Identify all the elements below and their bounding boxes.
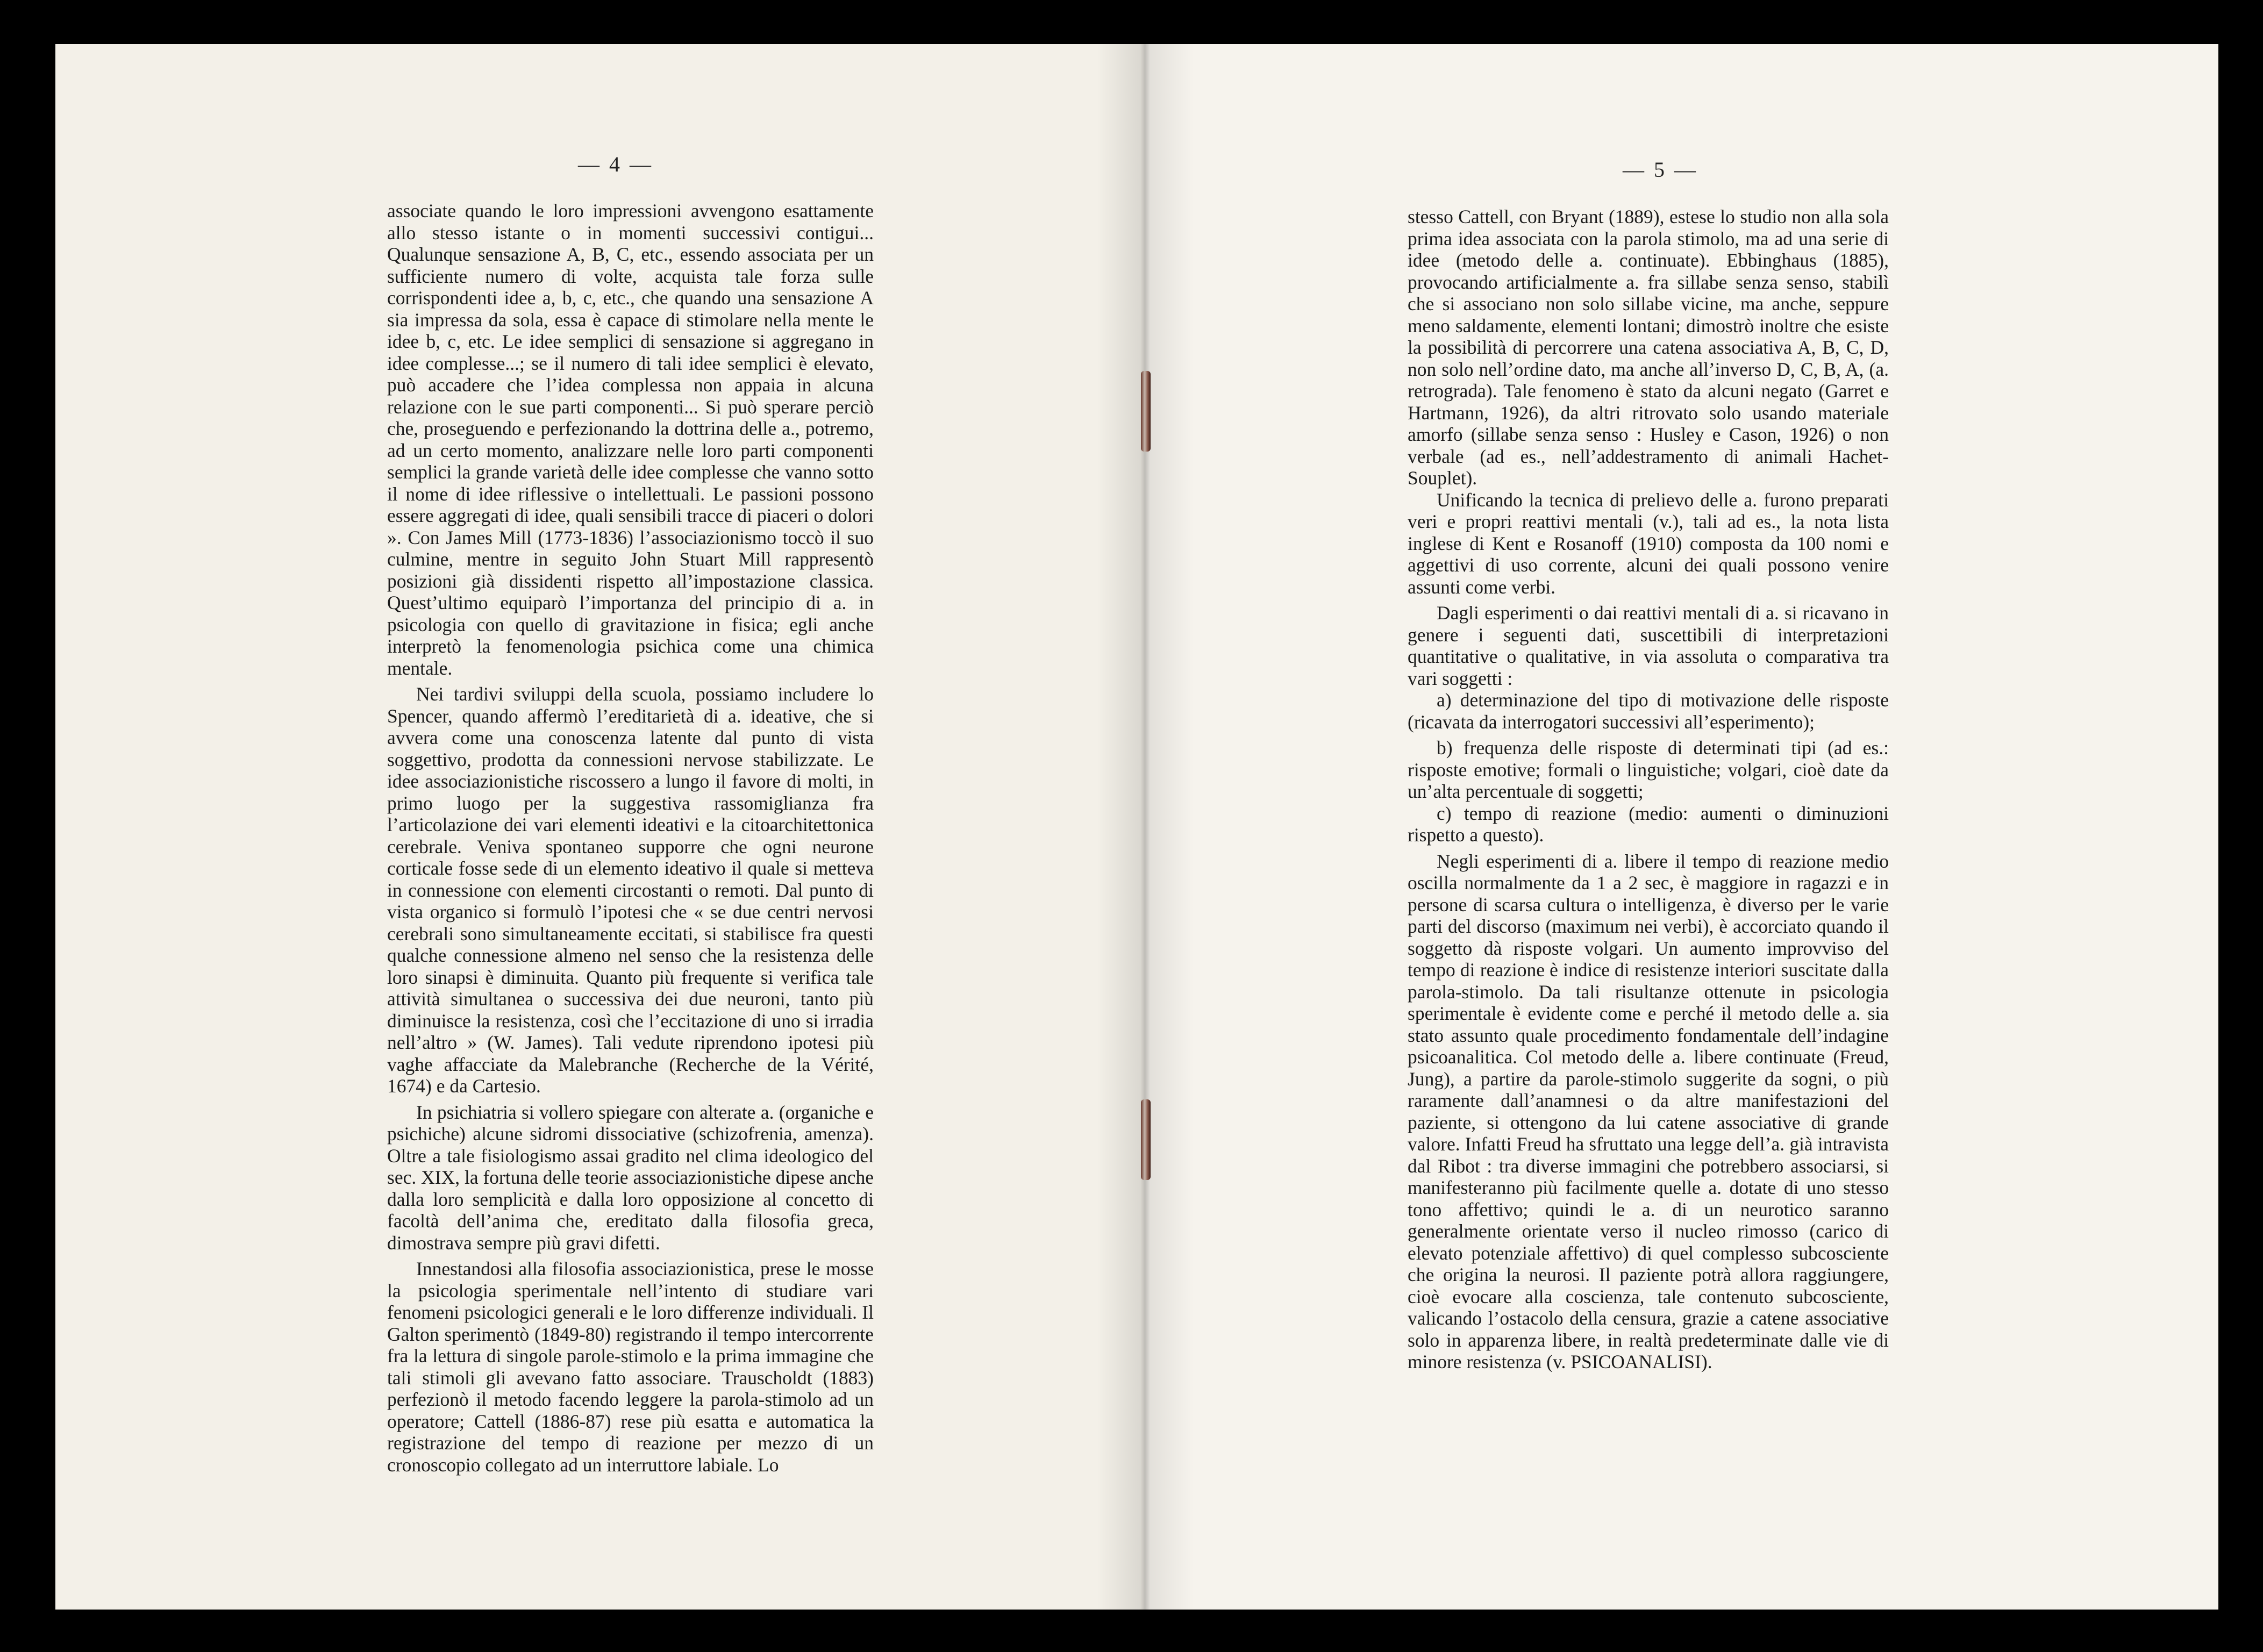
paragraph: associate quando le loro impressioni avvengono esattamente allo stesso istante o in momenti successivi contigui... Qualunque sensazione A, B, C, etc., essendo associata per un sufficiente numero di volte, acquista tale forza sulle corrispondenti idee a, b, c, etc., che quando una sensazione A sia impressa da sola, essa è capace di stimolare nella mente le idee b, c, etc. Le idee semplici di sensazione si aggregano in idee complesse...; se il numero di tali idee semplici è elevato, può accadere che l’idea complessa non appaia in alcuna relazione con le sue parti componenti... Si può sperare perciò che, proseguendo e perfezionando la dottrina delle a., potremo, ad un certo momento, analizzare nelle loro parti componenti semplici la grande varietà delle idee complesse che vanno sotto il nome di idee riflessive o intellettuali. Le passioni possono essere aggregati di idee, quali sensibili tracce di piaceri o dolori ». Con James Mill (1773-1836) l’associazionismo toccò il suo culmine, mentre in seguito John Stuart Mill rappresentò posizioni già dissidenti rispetto all’impostazione classica. Quest’ultimo equiparò l’importanza del principio di a. in psicologia con quello di gravitazione in fisica; egli anche interpretò la fenomenologia psichica come una chimica mentale.	[387, 200, 874, 679]
paragraph: Innestandosi alla filosofia associazionistica, prese le mosse la psicologia sperimentale nell’intento di studiare vari fenomeni psicologici generali e le loro differenze individuali. Il Galton sperimentò (1849-80) registrando il tempo intercorrente fra la lettura di singole parole-stimolo e la prima immagine che tali stimoli gli avevano fatto associare. Trauscholdt (1883) perfezionò il metodo facendo leggere la parola-stimolo ad un operatore; Cattell (1886-87) rese più esatta e automatica la registrazione del tempo di reazione per mezzo di un cronoscopio collegato ad un interruttore labiale. Lo	[387, 1258, 874, 1476]
staple-bottom	[1141, 1099, 1151, 1180]
paragraph: Unificando la tecnica di prelievo delle a. furono preparati veri e propri reattivi mentali (v.), tali ad es., la nota lista inglese di Kent e Rosanoff (1910) composta da 100 nomi e aggettivi di uso corrente, alcuni dei quali possono venire assunti come verbi.	[1408, 489, 1889, 598]
paragraph: Dagli esperimenti o dai reattivi mentali di a. si ricavano in genere i seguenti dati, suscettibili di interpretazioni quantitative o qualitative, in via assoluta o comparativa tra vari soggetti :	[1408, 602, 1889, 689]
paragraph: Nei tardivi sviluppi della scuola, possiamo includere lo Spencer, quando affermò l’ereditarietà di a. ideative, che si avvera come una conoscenza latente dal punto di vista soggettivo, prodotta da connessioni nervose stabilizzate. Le idee associazionistiche riscossero a lungo il favore di molti, in primo luogo per la suggestiva rassomiglianza fra l’articolazione dei vari elementi ideativi e la citoarchitettonica cerebrale. Veniva spontaneo supporre che ogni neurone corticale fosse sede di un elemento ideativo il quale si metteva in connessione con elementi circostanti o remoti. Dal punto di vista organico si formulò l’ipotesi che « se due centri nervosi cerebrali sono simultaneamente eccitati, si stabilisce fra questi qualche connessione almeno nel senso che la resistenza delle loro sinapsi è diminuita. Quanto più frequente si verifica tale attività simultanea o successiva dei due neuroni, tanto più diminuisce la resistenza, così che l’eccitazione di uno si irradia nell’altro » (W. James). Tali vedute riprendono ipotesi più vaghe affacciate da Malebranche (Recherche de la Vérité, 1674) e da Cartesio.	[387, 683, 874, 1097]
gutter-shadow	[1097, 44, 1194, 1610]
staple-top	[1141, 371, 1151, 452]
list-item: b) frequenza delle risposte di determinati tipi (ad es.: risposte emotive; formali o linguistiche; volgari, cioè date da un’alta percentuale di soggetti;	[1408, 737, 1889, 802]
paragraph: stesso Cattell, con Bryant (1889), estese lo studio non alla sola prima idea associata con la parola stimolo, ma ad una serie di idee (metodo delle a. continuate). Ebbinghaus (1885), provocando artificialmente a. fra sillabe senza senso, stabilì che si associano non solo sillabe vicine, ma anche, seppure meno saldamente, elementi lontani; dimostrò inoltre che esiste la possibilità di percorrere una catena associativa A, B, C, D, non solo nell’ordine dato, ma anche all’inverso D, C, B, A, (a. retrograda). Tale fenomeno è stato da alcuni negato (Garret e Hartmann, 1926), da altri ritrovato solo usando materiale amorfo (sillabe senza senso : Husley e Cason, 1926) o non verbale (ad es., nell’addestramento di animali Hachet-Souplet).	[1408, 206, 1889, 489]
paragraph: In psichiatria si vollero spiegare con alterate a. (organiche e psichiche) alcune sidromi dissociative (schizofrenia, amenza). Oltre a tale fisiologismo assai gradito nel clima ideologico del sec. XIX, la fortuna delle teorie associazionistiche dipese anche dalla loro semplicità e dalla loro opposizione al concetto di facoltà dell’anima che, ereditato dalla filosofia greca, dimostrava sempre più gravi difetti.	[387, 1101, 874, 1254]
paragraph: Negli esperimenti di a. libere il tempo di reazione medio oscilla normalmente da 1 a 2 sec, è maggiore in ragazzi e in persone di scarsa cultura o intelligenza, è diverso per le varie parti del discorso (maximum nei verbi), è accorciato quando il soggetto dà risposte volgari. Un aumento improvviso del tempo di reazione è indice di resistenze interiori suscitate dalla parola-stimolo. Da tali risultanze ottenute in psicologia sperimentale è evidente come e perché il metodo delle a. sia stato assunto quale procedimento fondamentale dell’indagine psicoanalitica. Col metodo delle a. libere continuate (Freud, Jung), a partire da parole-stimolo suggerite da sogni, o più raramente dall’anamnesi o da altre manifestazioni del paziente, si ottengono da lui catene associative di grande valore. Infatti Freud ha sfruttato una legge dell’a. già intravista dal Ribot : tra diverse immagini che potrebbero associarsi, si manifesteranno più facilmente quelle a. dotate di uno stesso tono affettivo; quindi le a. di un neurotico saranno generalmente orientate verso il nucleo rimosso (carico di elevato potenziale affettivo) di quel complesso subcosciente che origina la neurosi. Il paziente potrà allora raggiungere, cioè evocare alla coscienza, tale contenuto subcosciente, valicando l’ostacolo della censura, grazie a catene associative solo in apparenza libere, in realtà predeterminate dalle vie di minore resistenza (v. PSICOANALISI).	[1408, 850, 1889, 1372]
list-item: c) tempo di reazione (medio: aumenti o diminuzioni rispetto a questo).	[1408, 802, 1889, 846]
right-text-column	[1408, 206, 1889, 1373]
list-item: a) determinazione del tipo di motivazione delle risposte (ricavata da interrogatori successivi all’esperimento);	[1408, 689, 1889, 733]
page-number-right: — 5 —	[1623, 158, 1698, 182]
left-text-column	[387, 200, 874, 1476]
page-number-left: — 4 —	[578, 152, 653, 176]
